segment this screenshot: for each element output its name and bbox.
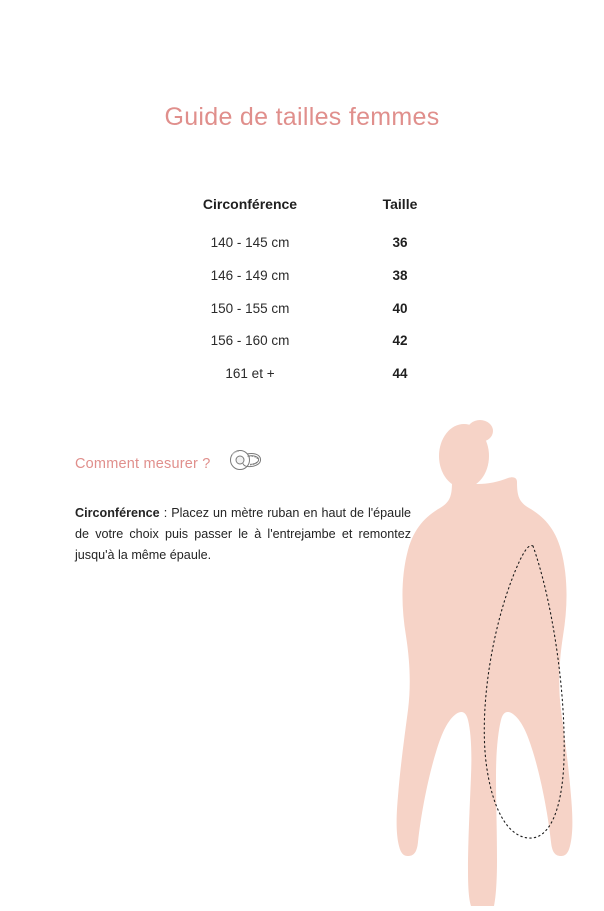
how-to-measure-row [75,447,263,480]
cell-circumference: 146 - 149 cm [210,267,290,283]
cell-circumference: 140 - 145 cm [210,235,290,251]
page-title: Guide de tailles femmes [164,102,440,131]
female-silhouette [370,410,604,906]
table-row [150,227,450,260]
table-header-row [150,188,450,227]
cell-circumference: 161 et + [225,365,275,381]
measuring-tape-icon [225,447,263,480]
measure-instructions-body: : Placez un mètre ruban en haut de l'épaule de votre choix puis passer le à l'entrejambe et remontez jusqu'à la même épaule. [75,505,411,562]
table-row [150,259,450,292]
table-row [150,292,450,325]
cell-circumference: 150 - 155 cm [210,300,290,316]
cell-circumference: 156 - 160 cm [210,333,290,349]
cell-size: 38 [392,267,408,283]
size-table [150,188,450,390]
how-to-measure-label: Comment mesurer ? [75,455,211,472]
column-header-size: Taille [382,196,418,213]
measure-instructions [75,503,411,566]
measure-instructions-term: Circonférence [75,505,160,520]
cell-size: 42 [392,333,408,349]
table-row [150,357,450,390]
cell-size: 36 [392,235,408,251]
cell-size: 44 [392,365,408,381]
table-row [150,324,450,357]
column-header-circumference: Circonférence [202,196,298,213]
size-table-head [150,188,450,227]
cell-size: 40 [392,300,408,316]
silhouette-shape [397,420,573,906]
size-table-body [150,227,450,390]
